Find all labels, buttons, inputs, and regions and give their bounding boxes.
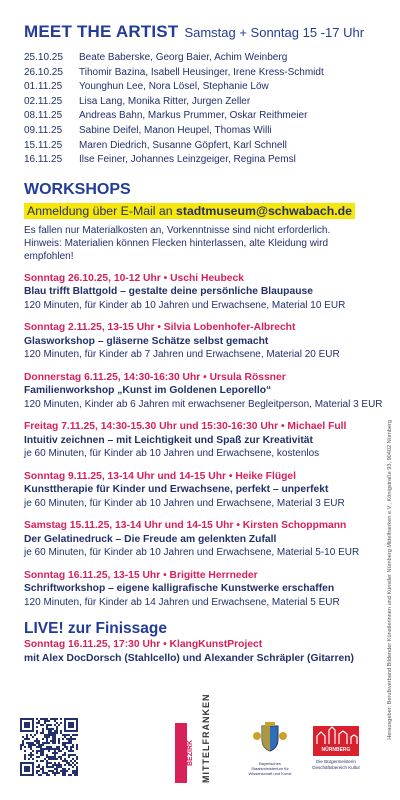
info-line: Hinweis: Materialien können Flecken hinterlassen, alte Kleidung wird empfohlen!	[24, 237, 329, 262]
registration-email-link[interactable]: stadtmuseum@schwabach.de	[176, 203, 353, 218]
schedule-row	[24, 66, 376, 81]
logo-text-mittelfranken: MITTELFRANKEN	[201, 693, 211, 783]
workshop-when: Freitag 7.11.25, 14:30-15.30 Uhr und 15:30-16:30 Uhr • Michael Full	[24, 421, 347, 433]
schedule-artists: Maren Diedrich, Susanne Göpfert, Karl Schnell	[79, 139, 287, 151]
logo-text-bezirk: BEZIRK	[187, 739, 194, 767]
registration-text: Anmeldung über E-Mail an	[27, 203, 177, 218]
workshop-when: Sonntag 26.10.25, 10-12 Uhr • Uschi Heubeck	[24, 272, 244, 284]
workshop-title: Intuitiv zeichnen – mit Leichtigkeit und Spaß zur Kreativität	[24, 434, 313, 446]
logo-bar	[175, 723, 187, 783]
workshop-title: Glasworkshop – gläserne Schätze selbst gemacht	[24, 335, 269, 347]
schedule-date: 15.11.25	[24, 139, 63, 151]
schedule-row	[24, 153, 376, 168]
workshop-when: Donnerstag 6.11.25, 14:30-16:30 Uhr • Ursula Rössner	[24, 371, 286, 383]
workshop-entry	[24, 272, 376, 313]
workshop-info	[24, 224, 376, 263]
workshop-title: Familienworkshop „Kunst im Goldenen Leporello“	[24, 385, 272, 397]
publisher-note: Herausgeber: Berufsverband Bildender Künstlerinnen und Künstler Nürnberg Mittelfranken e.V., Königstraße 93, 90402 Nürnberg	[387, 420, 393, 740]
artist-schedule	[24, 51, 376, 168]
footer-logos	[0, 693, 400, 798]
finissage-text: mit Alex DocDorsch (Stahlcello) und Alexander Schräpler (Gitarren)	[24, 652, 354, 664]
bavaria-caption: Bayerisches Staatsministerium für Wissenschaft und Kunst	[248, 761, 292, 776]
workshop-when: Sonntag 9.11.25, 13-14 Uhr und 14-15 Uhr • Heike Flügel	[24, 470, 296, 482]
schedule-row	[24, 95, 376, 110]
finissage-title: LIVE! zur Finissage	[24, 620, 167, 638]
schedule-date: 16.11.25	[24, 154, 63, 166]
schedule-row	[24, 109, 376, 124]
workshop-details: 120 Minuten, für Kinder ab 7 Jahren und Erwachsene, Material 20 EUR	[24, 349, 340, 361]
schedule-artists: Lisa Lang, Monika Ritter, Jurgen Zeller	[79, 95, 251, 107]
workshop-entry	[24, 420, 376, 461]
workshop-when: Sonntag 2.11.25, 13-15 Uhr • Silvia Lobenhofer-Albrecht	[24, 322, 296, 334]
schedule-date: 26.10.25	[24, 66, 63, 78]
schedule-artists: Tihomir Bazina, Isabell Heusinger, Irene Kress-Schmidt	[79, 66, 324, 78]
workshop-details: 120 Minuten, für Kinder ab 10 Jahren und Erwachsene, Material 10 EUR	[24, 299, 346, 311]
skyline-icon	[313, 726, 359, 746]
schedule-row	[24, 80, 376, 95]
schedule-row	[24, 51, 376, 66]
schedule-artists: Sabine Deifel, Manon Heupel, Thomas Willi	[79, 124, 272, 136]
schedule-row	[24, 124, 376, 139]
workshop-when: Samstag 15.11.25, 13-14 Uhr und 14-15 Uhr • Kirsten Schoppmann	[24, 520, 347, 532]
schedule-artists: Beate Baberske, Georg Baier, Achim Weinberg	[79, 52, 288, 63]
workshop-title: Schriftworkshop – eigene kalligrafische Kunstwerke erschaffen	[24, 583, 335, 595]
nuernberg-caption: Die Bürgermeisterin Geschäftsbereich Kultur	[311, 759, 361, 770]
workshop-details: je 60 Minuten, für Kinder ab 10 Jahren und Erwachsene, Material 3 EUR	[24, 497, 345, 509]
workshop-details: je 60 Minuten, für Kinder ab 10 Jahren und Erwachsene, Material 5-10 EUR	[24, 547, 360, 559]
meet-heading	[24, 22, 376, 43]
bavaria-ministry-logo	[244, 722, 296, 784]
workshop-entry	[24, 371, 383, 412]
schedule-date: 01.11.25	[24, 81, 63, 93]
workshop-list	[24, 272, 383, 610]
workshop-when: Sonntag 16.11.25, 13-15 Uhr • Brigitte Herrneder	[24, 569, 258, 581]
info-line: Es fallen nur Materialkosten an, Vorkenntnisse sind nicht erforderlich.	[24, 224, 331, 236]
schedule-artists: Andreas Bahn, Markus Prummer, Oskar Reithmeier	[79, 110, 308, 122]
workshop-title: Der Gelatinedruck – Die Freude am gelenkten Zufall	[24, 533, 277, 545]
content-column	[24, 22, 383, 665]
workshop-entry	[24, 321, 376, 362]
schedule-date: 25.10.25	[24, 52, 63, 63]
workshop-details: 120 Minuten, Kinder ab 6 Jahren mit erwachsener Begleitperson, Material 3 EUR	[24, 398, 383, 410]
workshop-title: Kunsttherapie für Kinder und Erwachsene, perfekt – unperfekt	[24, 484, 329, 496]
workshop-entry	[24, 470, 376, 511]
schedule-row	[24, 139, 376, 154]
schedule-date: 08.11.25	[24, 110, 63, 122]
workshops-title: WORKSHOPS	[24, 180, 131, 198]
workshop-details: 120 Minuten, für Kinder ab 14 Jahren und Erwachsene, Material 5 EUR	[24, 596, 340, 608]
bezirk-mittelfranken-logo	[175, 693, 225, 783]
schedule-artists: Younghun Lee, Nora Lösel, Stephanie Löw	[79, 81, 269, 93]
nuernberg-mark	[313, 726, 359, 756]
nuernberg-wordmark: NÜRNBERG	[321, 747, 351, 753]
meet-subtitle: Samstag + Sonntag 15 -17 Uhr	[184, 25, 365, 40]
qr-code-icon[interactable]	[20, 718, 78, 776]
schedule-date: 02.11.25	[24, 95, 63, 107]
workshop-title: Blau trifft Blattgold – gestalte deine persönliche Blaupause	[24, 286, 313, 298]
registration-banner	[24, 203, 355, 219]
schedule-date: 09.11.25	[24, 124, 63, 136]
coat-of-arms-icon	[253, 722, 287, 752]
nuernberg-logo	[306, 726, 366, 782]
finissage-when: Sonntag 16.11.25, 17:30 Uhr • KlangKunstProject	[24, 639, 263, 651]
schedule-artists: Ilse Feiner, Johannes Leinzgeiger, Regina Pemsl	[79, 154, 296, 166]
workshop-entry	[24, 569, 376, 610]
workshop-entry	[24, 519, 376, 560]
workshop-details: je 60 Minuten, für Kinder ab 10 Jahren und Erwachsene, kostenlos	[24, 448, 320, 460]
meet-title: MEET THE ARTIST	[24, 22, 179, 41]
